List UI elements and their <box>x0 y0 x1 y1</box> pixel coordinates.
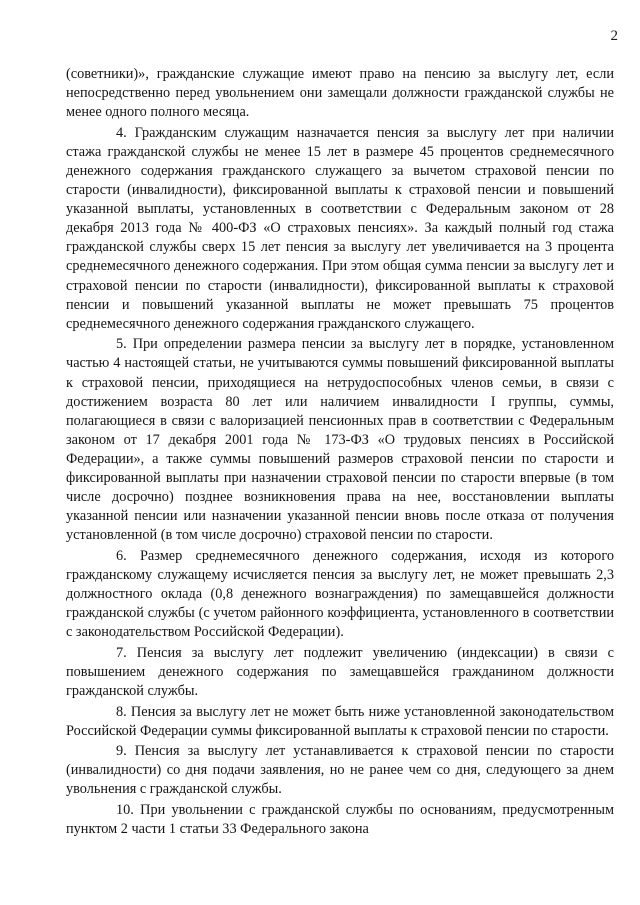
paragraph-9: 9. Пенсия за выслугу лет устанавливается к страховой пенсии по старости (инвалидности) со дня подачи заявления, но не ранее чем со дня, следующего за днем увольнения с гражданской службы. <box>66 743 614 798</box>
paragraph-5: 5. При определении размера пенсии за выслугу лет в порядке, установленном частью 4 настоящей статьи, не учитываются суммы повышений фиксированной выплаты к страховой пенсии, приходящиеся на нетрудоспособных членов семьи, в связи с достижением возраста 80 лет или наличием инвалидности I группы, суммы, полагающиеся в связи с валоризацией пенсионных прав в соответствии с Федеральным законом от 17 декабря 2001 года № 173-ФЗ «О трудовых пенсиях в Российской Федерации», а также суммы повышений размеров страховой пенсии по старости и фиксированной выплаты при назначении страховой пенсии по старости впервые (в том числе досрочно) позднее возникновения права на нее, восстановлении выплаты указанной пенсии или назначении указанной пенсии вновь после отказа от получения установленной (в том числе досрочно) страховой пенсии по старости. <box>66 336 614 544</box>
paragraph-continuation: (советники)», гражданские служащие имеют право на пенсию за выслугу лет, если непосредственно перед увольнением они замещали должности гражданской службы не менее одного полного месяца. <box>66 66 614 121</box>
paragraph-10: 10. При увольнении с гражданской службы по основаниям, предусмотренным пунктом 2 части 1 статьи 33 Федерального закона <box>66 802 614 838</box>
document-body <box>66 65 614 841</box>
page-number: 2 <box>610 28 618 44</box>
paragraph-6: 6. Размер среднемесячного денежного содержания, исходя из которого гражданскому служащему исчисляется пенсия за выслугу лет, не может превышать 2,3 должностного оклада (0,8 денежного вознаграждения) по замещавшейся должности гражданской службы (с учетом районного коэффициента, установленного в соответствии с законодательством Российской Федерации). <box>66 547 614 641</box>
paragraph-7: 7. Пенсия за выслугу лет подлежит увеличению (индексации) в связи с повышением денежного содержания по замещавшейся гражданином должности гражданской службы. <box>66 644 614 699</box>
paragraph-8: 8. Пенсия за выслугу лет не может быть ниже установленной законодательством Российской Федерации суммы фиксированной выплаты к страховой пенсии по старости. <box>66 703 614 739</box>
paragraph-4: 4. Гражданским служащим назначается пенсия за выслугу лет при наличии стажа гражданской службы не менее 15 лет в размере 45 процентов среднемесячного денежного содержания гражданского служащего за вычетом страховой пенсии по старости (инвалидности), фиксированной выплаты к страховой пенсии и повышений указанной выплаты, установленных в соответствии с Федеральным законом от 28 декабря 2013 года № 400-ФЗ «О страховых пенсиях». За каждый полный год стажа гражданской службы сверх 15 лет пенсия за выслугу лет увеличивается на 3 процента среднемесячного денежного содержания. При этом общая сумма пенсии за выслугу лет и страховой пенсии по старости (инвалидности), фиксированной выплаты к страховой пенсии и повышений указанной выплаты не может превышать 75 процентов среднемесячного денежного содержания гражданского служащего. <box>66 124 614 332</box>
